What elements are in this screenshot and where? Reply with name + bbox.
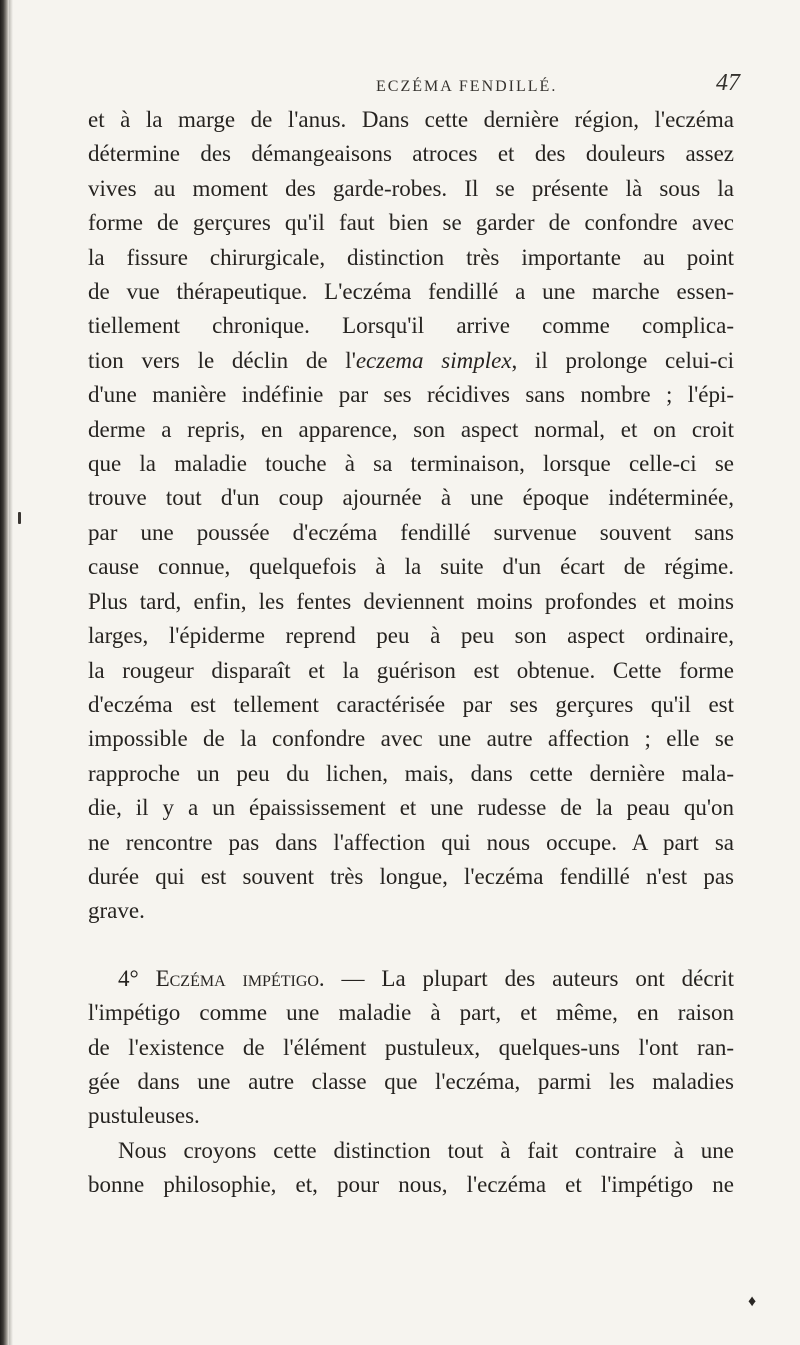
page-number: 47	[716, 70, 740, 96]
binding-edge	[0, 0, 9, 1345]
text-line: que la maladie touche à sa terminaison, lorsque celle-ci se	[88, 451, 734, 477]
binding-shadow	[9, 0, 13, 1345]
italic-term: eczema simplex	[355, 347, 512, 373]
text-line: forme de gerçures qu'il faut bien se garder de confondre avec	[88, 210, 734, 236]
text-line: Nous croyons cette distinction tout à fait contraire à une	[118, 1137, 734, 1163]
text-line: la rougeur disparaît et la guérison est obtenue. Cette forme	[88, 657, 734, 683]
text-line: d'une manière indéfinie par ses récidives sans nombre ; l'épi-	[88, 382, 734, 408]
text-line: bonne philosophie, et, pour nous, l'eczéma et l'impétigo ne	[88, 1172, 734, 1198]
text-line: par une poussée d'eczéma fendillé survenue souvent sans	[88, 519, 734, 545]
text-line: derme a repris, en apparence, son aspect normal, et on croit	[88, 416, 734, 442]
text-line: grave.	[88, 898, 145, 924]
line-suffix: , il prolonge celui-ci	[511, 347, 734, 373]
text-line: ne rencontre pas dans l'affection qui nous occupe. A part sa	[88, 829, 734, 855]
text-line: pustuleuses.	[88, 1103, 200, 1129]
text-line: tiellement chronique. Lorsqu'il arrive comme complica-	[88, 313, 734, 339]
text-line: de vue thérapeutique. L'eczéma fendillé a une marche essen-	[88, 279, 734, 305]
text-line-with-italic	[88, 344, 734, 378]
text-line: larges, l'épiderme reprend peu à peu son aspect ordinaire,	[88, 623, 734, 649]
text-line: rapproche un peu du lichen, mais, dans cette dernière mala-	[88, 760, 734, 786]
running-title: ECZÉMA FENDILLÉ.	[376, 78, 558, 95]
section-number: 4°	[118, 965, 139, 991]
text-line: de l'existence de l'élément pustuleux, quelques-uns l'ont ran-	[88, 1034, 734, 1060]
text-line: cause connue, quelquefois à la suite d'un écart de régime.	[88, 554, 734, 580]
margin-mark: ♦	[748, 1293, 757, 1310]
section-title: Eczéma impétigo.	[155, 965, 325, 991]
text-line: vives au moment des garde-robes. Il se présente là sous la	[88, 175, 734, 201]
section-rest: — La plupart des auteurs ont décrit	[324, 965, 734, 991]
text-line: l'impétigo comme une maladie à part, et même, en raison	[88, 1000, 734, 1026]
text-line: Plus tard, enfin, les fentes deviennent moins profondes et moins	[88, 588, 734, 614]
text-line: durée qui est souvent très longue, l'eczéma fendillé n'est pas	[88, 863, 734, 889]
section-heading-line	[88, 962, 734, 996]
text-line: détermine des démangeaisons atroces et des douleurs assez	[88, 141, 734, 167]
line-prefix: tion vers le déclin de l'	[88, 347, 356, 373]
text-line: trouve tout d'un coup ajournée à une époque indéterminée,	[88, 485, 734, 511]
text-line: et à la marge de l'anus. Dans cette dernière région, l'eczéma	[88, 107, 734, 132]
text-line: d'eczéma est tellement caractérisée par ses gerçures qu'il est	[88, 691, 734, 717]
body-text	[88, 103, 734, 1203]
text-line: gée dans une autre classe que l'eczéma, parmi les maladies	[88, 1068, 734, 1094]
text-line: die, il y a un épaississement et une rudesse de la peau qu'on	[88, 795, 734, 821]
text-line: la fissure chirurgicale, distinction très importante au point	[88, 244, 734, 270]
margin-tick	[18, 512, 21, 524]
text-line: impossible de la confondre avec une autre affection ; elle se	[88, 726, 734, 752]
